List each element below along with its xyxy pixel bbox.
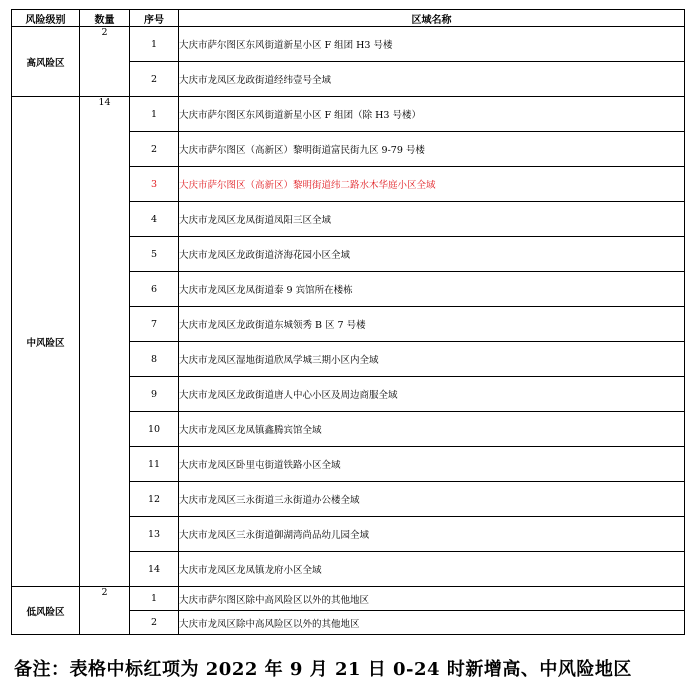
- risk-level-cell: 中风险区: [12, 97, 80, 587]
- area-name-cell: 大庆市龙凤区龙凤镇鑫腾宾馆全域: [179, 412, 685, 447]
- area-name-cell: 大庆市龙凤区龙凤街道凤阳三区全域: [179, 202, 685, 237]
- risk-count-cell: 14: [80, 97, 130, 587]
- seq-cell: 11: [130, 447, 179, 482]
- area-name-cell: 大庆市龙凤区除中高风险区以外的其他地区: [179, 611, 685, 635]
- area-name-cell: 大庆市萨尔图区（高新区）黎明街道纬二路水木华庭小区全域: [179, 167, 685, 202]
- area-name-cell: 大庆市龙凤区三永街道三永街道办公楼全域: [179, 482, 685, 517]
- seq-cell: 1: [130, 27, 179, 62]
- area-name-cell: 大庆市龙凤区龙政街道唐人中心小区及周边商服全域: [179, 377, 685, 412]
- area-name-cell: 大庆市龙凤区龙政街道济海花园小区全域: [179, 237, 685, 272]
- table-row: [12, 587, 685, 611]
- table-header-row: [12, 10, 685, 27]
- table-row: [12, 97, 685, 132]
- area-name-cell: 大庆市萨尔图区东风街道新星小区 F 组团（除 H3 号楼）: [179, 97, 685, 132]
- header-seq: 序号: [130, 10, 179, 27]
- area-name-cell: 大庆市萨尔图区除中高风险区以外的其他地区: [179, 587, 685, 611]
- seq-cell: 5: [130, 237, 179, 272]
- seq-cell: 3: [130, 167, 179, 202]
- seq-cell: 14: [130, 552, 179, 587]
- area-name-cell: 大庆市龙凤区龙政街道经纬壹号全域: [179, 62, 685, 97]
- seq-cell: 6: [130, 272, 179, 307]
- seq-cell: 12: [130, 482, 179, 517]
- area-name-cell: 大庆市龙凤区三永街道御湖湾尚品幼儿园全域: [179, 517, 685, 552]
- seq-cell: 10: [130, 412, 179, 447]
- area-name-cell: 大庆市龙凤区湿地街道欣凤学城三期小区内全域: [179, 342, 685, 377]
- area-name-cell: 大庆市龙凤区龙凤街道泰 9 宾馆所在楼栋: [179, 272, 685, 307]
- area-name-cell: 大庆市龙凤区龙政街道东城领秀 B 区 7 号楼: [179, 307, 685, 342]
- risk-area-table: [11, 9, 685, 635]
- seq-cell: 4: [130, 202, 179, 237]
- seq-cell: 2: [130, 132, 179, 167]
- seq-cell: 2: [130, 62, 179, 97]
- seq-cell: 1: [130, 587, 179, 611]
- seq-cell: 7: [130, 307, 179, 342]
- seq-cell: 2: [130, 611, 179, 635]
- risk-count-cell: 2: [80, 587, 130, 635]
- area-name-cell: 大庆市萨尔图区东风街道新星小区 F 组团 H3 号楼: [179, 27, 685, 62]
- header-count: 数量: [80, 10, 130, 27]
- seq-cell: 13: [130, 517, 179, 552]
- seq-cell: 1: [130, 97, 179, 132]
- area-name-cell: 大庆市龙凤区卧里屯街道铁路小区全域: [179, 447, 685, 482]
- risk-level-cell: 高风险区: [12, 27, 80, 97]
- area-name-cell: 大庆市龙凤区龙凤镇龙府小区全域: [179, 552, 685, 587]
- header-level: 风险级别: [12, 10, 80, 27]
- area-name-cell: 大庆市萨尔图区（高新区）黎明街道富民街九区 9-79 号楼: [179, 132, 685, 167]
- risk-level-cell: 低风险区: [12, 587, 80, 635]
- seq-cell: 8: [130, 342, 179, 377]
- risk-count-cell: 2: [80, 27, 130, 97]
- table-row: [12, 27, 685, 62]
- footnote: 备注：表格中标红项为 2022 年 9 月 21 日 0-24 时新增高、中风险地区: [14, 659, 632, 680]
- seq-cell: 9: [130, 377, 179, 412]
- header-area: 区域名称: [179, 10, 685, 27]
